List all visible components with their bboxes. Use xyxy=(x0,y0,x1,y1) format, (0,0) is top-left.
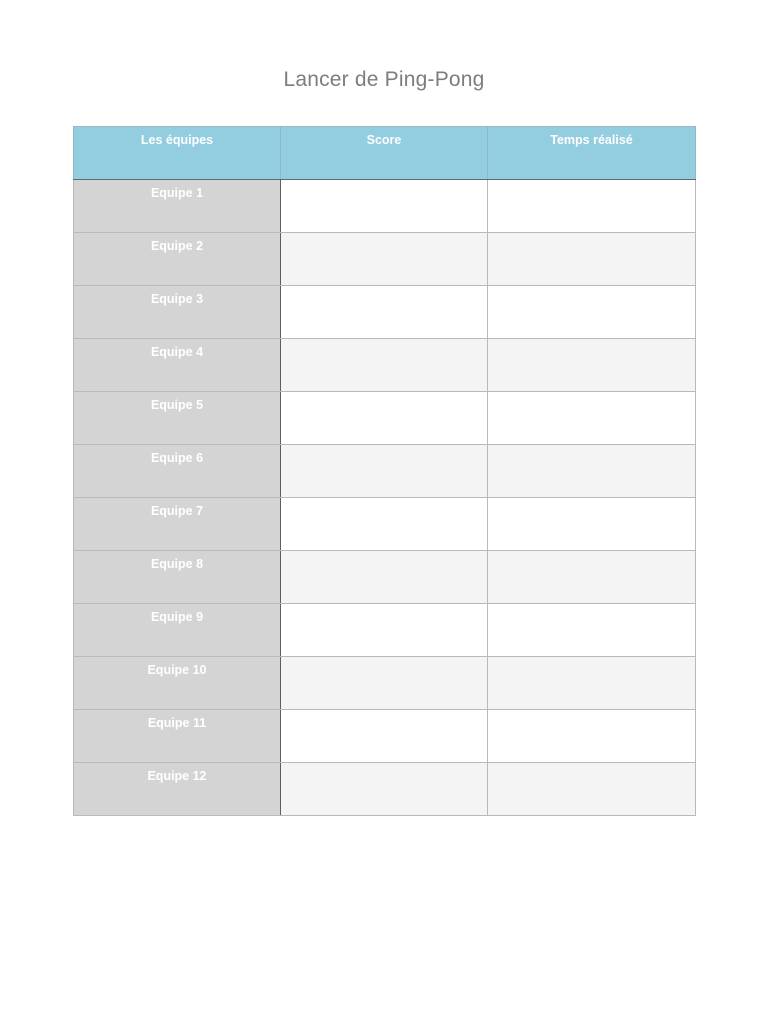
team-name-cell: Equipe 7 xyxy=(74,498,281,551)
table-row xyxy=(74,392,696,445)
score-table xyxy=(73,126,696,816)
team-name-cell: Equipe 9 xyxy=(74,604,281,657)
time-cell[interactable] xyxy=(488,445,696,498)
score-cell[interactable] xyxy=(281,763,488,816)
score-cell[interactable] xyxy=(281,710,488,763)
team-name-cell: Equipe 10 xyxy=(74,657,281,710)
score-cell[interactable] xyxy=(281,657,488,710)
team-name-cell: Equipe 2 xyxy=(74,233,281,286)
score-cell[interactable] xyxy=(281,551,488,604)
table-row xyxy=(74,445,696,498)
time-cell[interactable] xyxy=(488,286,696,339)
score-cell[interactable] xyxy=(281,180,488,233)
team-name-cell: Equipe 11 xyxy=(74,710,281,763)
team-name-cell: Equipe 8 xyxy=(74,551,281,604)
time-cell[interactable] xyxy=(488,233,696,286)
time-cell[interactable] xyxy=(488,339,696,392)
score-cell[interactable] xyxy=(281,392,488,445)
team-name-cell: Equipe 12 xyxy=(74,763,281,816)
score-cell[interactable] xyxy=(281,604,488,657)
table-row xyxy=(74,710,696,763)
table-row xyxy=(74,339,696,392)
score-cell[interactable] xyxy=(281,286,488,339)
team-name-cell: Equipe 5 xyxy=(74,392,281,445)
table-row xyxy=(74,763,696,816)
table-row xyxy=(74,551,696,604)
score-cell[interactable] xyxy=(281,445,488,498)
table-row xyxy=(74,657,696,710)
table-row xyxy=(74,286,696,339)
team-name-cell: Equipe 4 xyxy=(74,339,281,392)
score-cell[interactable] xyxy=(281,498,488,551)
table-row xyxy=(74,180,696,233)
team-name-cell: Equipe 3 xyxy=(74,286,281,339)
time-cell[interactable] xyxy=(488,551,696,604)
page-title: Lancer de Ping-Pong xyxy=(283,68,485,91)
header-teams: Les équipes xyxy=(74,127,281,180)
table-row xyxy=(74,498,696,551)
time-cell[interactable] xyxy=(488,604,696,657)
time-cell[interactable] xyxy=(488,180,696,233)
table-row xyxy=(74,233,696,286)
table-row xyxy=(74,604,696,657)
table-header-row xyxy=(74,127,696,180)
time-cell[interactable] xyxy=(488,657,696,710)
time-cell[interactable] xyxy=(488,763,696,816)
time-cell[interactable] xyxy=(488,392,696,445)
score-cell[interactable] xyxy=(281,233,488,286)
time-cell[interactable] xyxy=(488,498,696,551)
team-name-cell: Equipe 6 xyxy=(74,445,281,498)
team-name-cell: Equipe 1 xyxy=(74,180,281,233)
score-cell[interactable] xyxy=(281,339,488,392)
header-time: Temps réalisé xyxy=(488,127,696,180)
header-score: Score xyxy=(281,127,488,180)
time-cell[interactable] xyxy=(488,710,696,763)
